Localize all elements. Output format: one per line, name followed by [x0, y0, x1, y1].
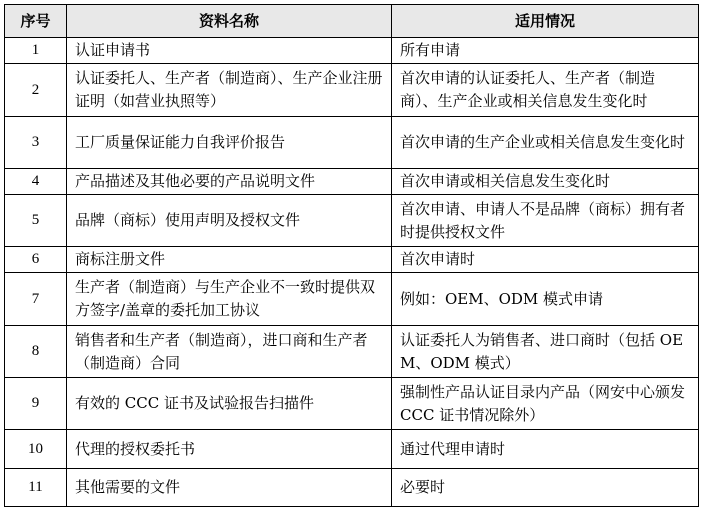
table-row [5, 169, 699, 195]
document-name: 代理的授权委托书 [67, 430, 392, 469]
table-row [5, 195, 699, 247]
applicable-condition: 所有申请 [392, 38, 699, 64]
document-name: 生产者（制造商）与生产企业不一致时提供双方签字/盖章的委托加工协议 [67, 273, 392, 326]
row-number: 2 [5, 64, 67, 117]
document-name: 认证申请书 [67, 38, 392, 64]
document-name: 工厂质量保证能力自我评价报告 [67, 117, 392, 169]
applicable-condition: 例如：OEM、ODM 模式申请 [392, 273, 699, 326]
table-row [5, 430, 699, 469]
table-row [5, 117, 699, 169]
table-header-row [5, 5, 699, 38]
document-name: 商标注册文件 [67, 247, 392, 273]
row-number: 3 [5, 117, 67, 169]
applicable-condition: 首次申请或相关信息发生变化时 [392, 169, 699, 195]
document-name: 品牌（商标）使用声明及授权文件 [67, 195, 392, 247]
applicable-condition: 必要时 [392, 469, 699, 507]
document-name: 其他需要的文件 [67, 469, 392, 507]
table-row [5, 64, 699, 117]
materials-table [4, 4, 699, 507]
document-name: 产品描述及其他必要的产品说明文件 [67, 169, 392, 195]
header-document-name: 资料名称 [67, 5, 392, 38]
table-row [5, 378, 699, 430]
row-number: 5 [5, 195, 67, 247]
table-row [5, 326, 699, 378]
row-number: 4 [5, 169, 67, 195]
applicable-condition: 首次申请的生产企业或相关信息发生变化时 [392, 117, 699, 169]
applicable-condition: 首次申请、申请人不是品牌（商标）拥有者时提供授权文件 [392, 195, 699, 247]
row-number: 9 [5, 378, 67, 430]
table-row [5, 469, 699, 507]
row-number: 7 [5, 273, 67, 326]
table-row [5, 273, 699, 326]
header-serial-number: 序号 [5, 5, 67, 38]
table-row [5, 38, 699, 64]
row-number: 6 [5, 247, 67, 273]
applicable-condition: 通过代理申请时 [392, 430, 699, 469]
document-name: 销售者和生产者（制造商），进口商和生产者（制造商）合同 [67, 326, 392, 378]
row-number: 1 [5, 38, 67, 64]
document-name: 认证委托人、生产者（制造商）、生产企业注册证明（如营业执照等） [67, 64, 392, 117]
applicable-condition: 首次申请时 [392, 247, 699, 273]
row-number: 10 [5, 430, 67, 469]
row-number: 11 [5, 469, 67, 507]
document-name: 有效的 CCC 证书及试验报告扫描件 [67, 378, 392, 430]
applicable-condition: 认证委托人为销售者、进口商时（包括 OEM、ODM 模式） [392, 326, 699, 378]
applicable-condition: 首次申请的认证委托人、生产者（制造商）、生产企业或相关信息发生变化时 [392, 64, 699, 117]
row-number: 8 [5, 326, 67, 378]
applicable-condition: 强制性产品认证目录内产品（网安中心颁发 CCC 证书情况除外） [392, 378, 699, 430]
table-row [5, 247, 699, 273]
header-applicable-condition: 适用情况 [392, 5, 699, 38]
